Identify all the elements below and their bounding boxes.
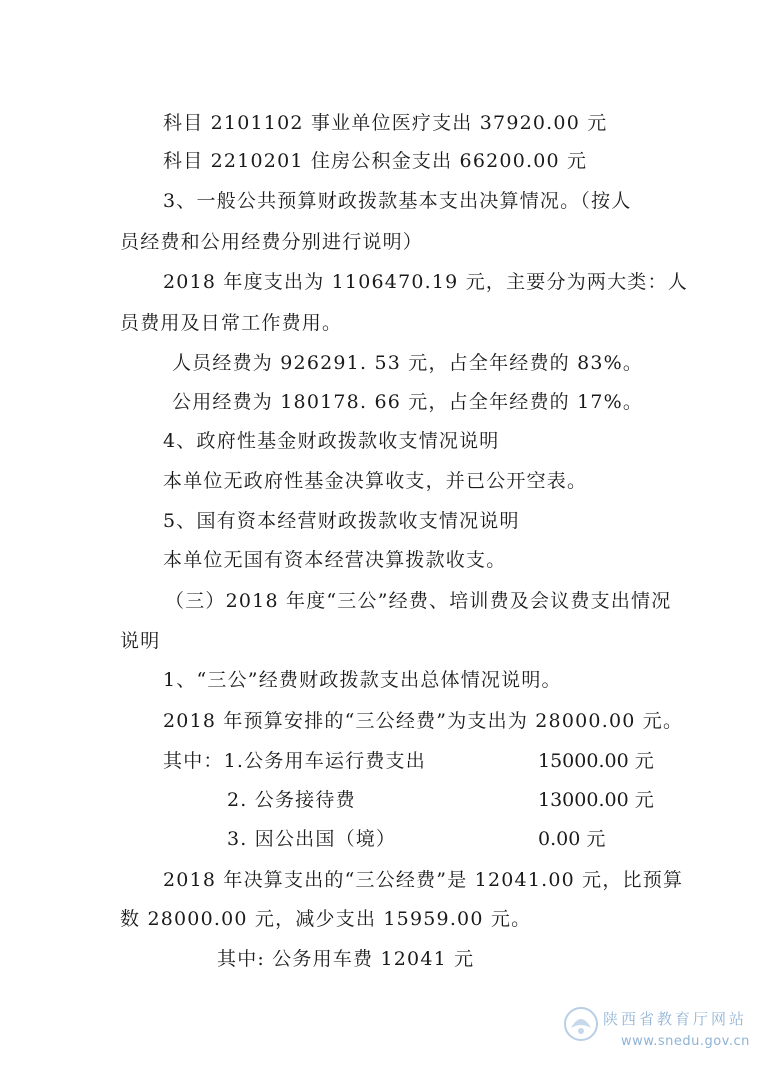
text-line: 说明 <box>120 630 161 652</box>
text-line: 科目 2101102 事业单位医疗支出 37920.00 元 <box>163 112 608 134</box>
breakdown-label: 2. 公务接待费 <box>227 789 356 811</box>
text-line: 其中: 公务用车费 12041 元 <box>217 948 475 970</box>
breakdown-amount: 13000.00 元 <box>538 789 654 811</box>
section-heading: （三）2018 年度“三公”经费、培训费及会议费支出情况 <box>165 590 672 612</box>
watermark <box>561 1004 751 1060</box>
watermark-logo-icon <box>561 1004 601 1044</box>
section-heading: 3、一般公共预算财政拨款基本支出决算情况。（按人 <box>163 190 632 212</box>
text-line: 本单位无国有资本经营决算拨款收支。 <box>163 549 507 571</box>
text-line: 2018 年度支出为 1106470.19 元，主要分为两大类：人 <box>163 271 688 293</box>
breakdown-amount: 15000.00 元 <box>538 750 654 772</box>
text-line: 科目 2210201 住房公积金支出 66200.00 元 <box>163 150 588 172</box>
text-line: 2018 年决算支出的“三公经费”是 12041.00 元，比预算 <box>163 869 684 891</box>
text-line: 本单位无政府性基金决算收支，并已公开空表。 <box>163 470 588 492</box>
text-line: 人员经费为 926291. 53 元，占全年经费的 83%。 <box>172 352 644 374</box>
text-line: 数 28000.00 元，减少支出 15959.00 元。 <box>120 908 532 930</box>
text-line: 员经费和公用经费分别进行说明） <box>120 231 424 253</box>
text-line: 公用经费为 180178. 66 元，占全年经费的 17%。 <box>172 391 644 413</box>
section-heading: 5、国有资本经营财政拨款收支情况说明 <box>163 510 520 532</box>
watermark-url: www.snedu.gov.cn <box>621 1034 750 1049</box>
breakdown-label: 其中：1.公务用车运行费支出 <box>163 750 426 772</box>
breakdown-amount: 0.00 元 <box>538 828 606 850</box>
text-line: 员费用及日常工作费用。 <box>120 312 343 334</box>
breakdown-label: 3. 因公出国（境） <box>227 828 397 850</box>
text-line: 2018 年预算安排的“三公经费”为支出为 28000.00 元。 <box>163 710 684 732</box>
section-heading: 4、政府性基金财政拨款收支情况说明 <box>163 430 500 452</box>
section-heading: 1、“三公”经费财政拨款支出总体情况说明。 <box>163 669 562 691</box>
watermark-site-name: 陕西省教育厅网站 <box>603 1010 748 1028</box>
